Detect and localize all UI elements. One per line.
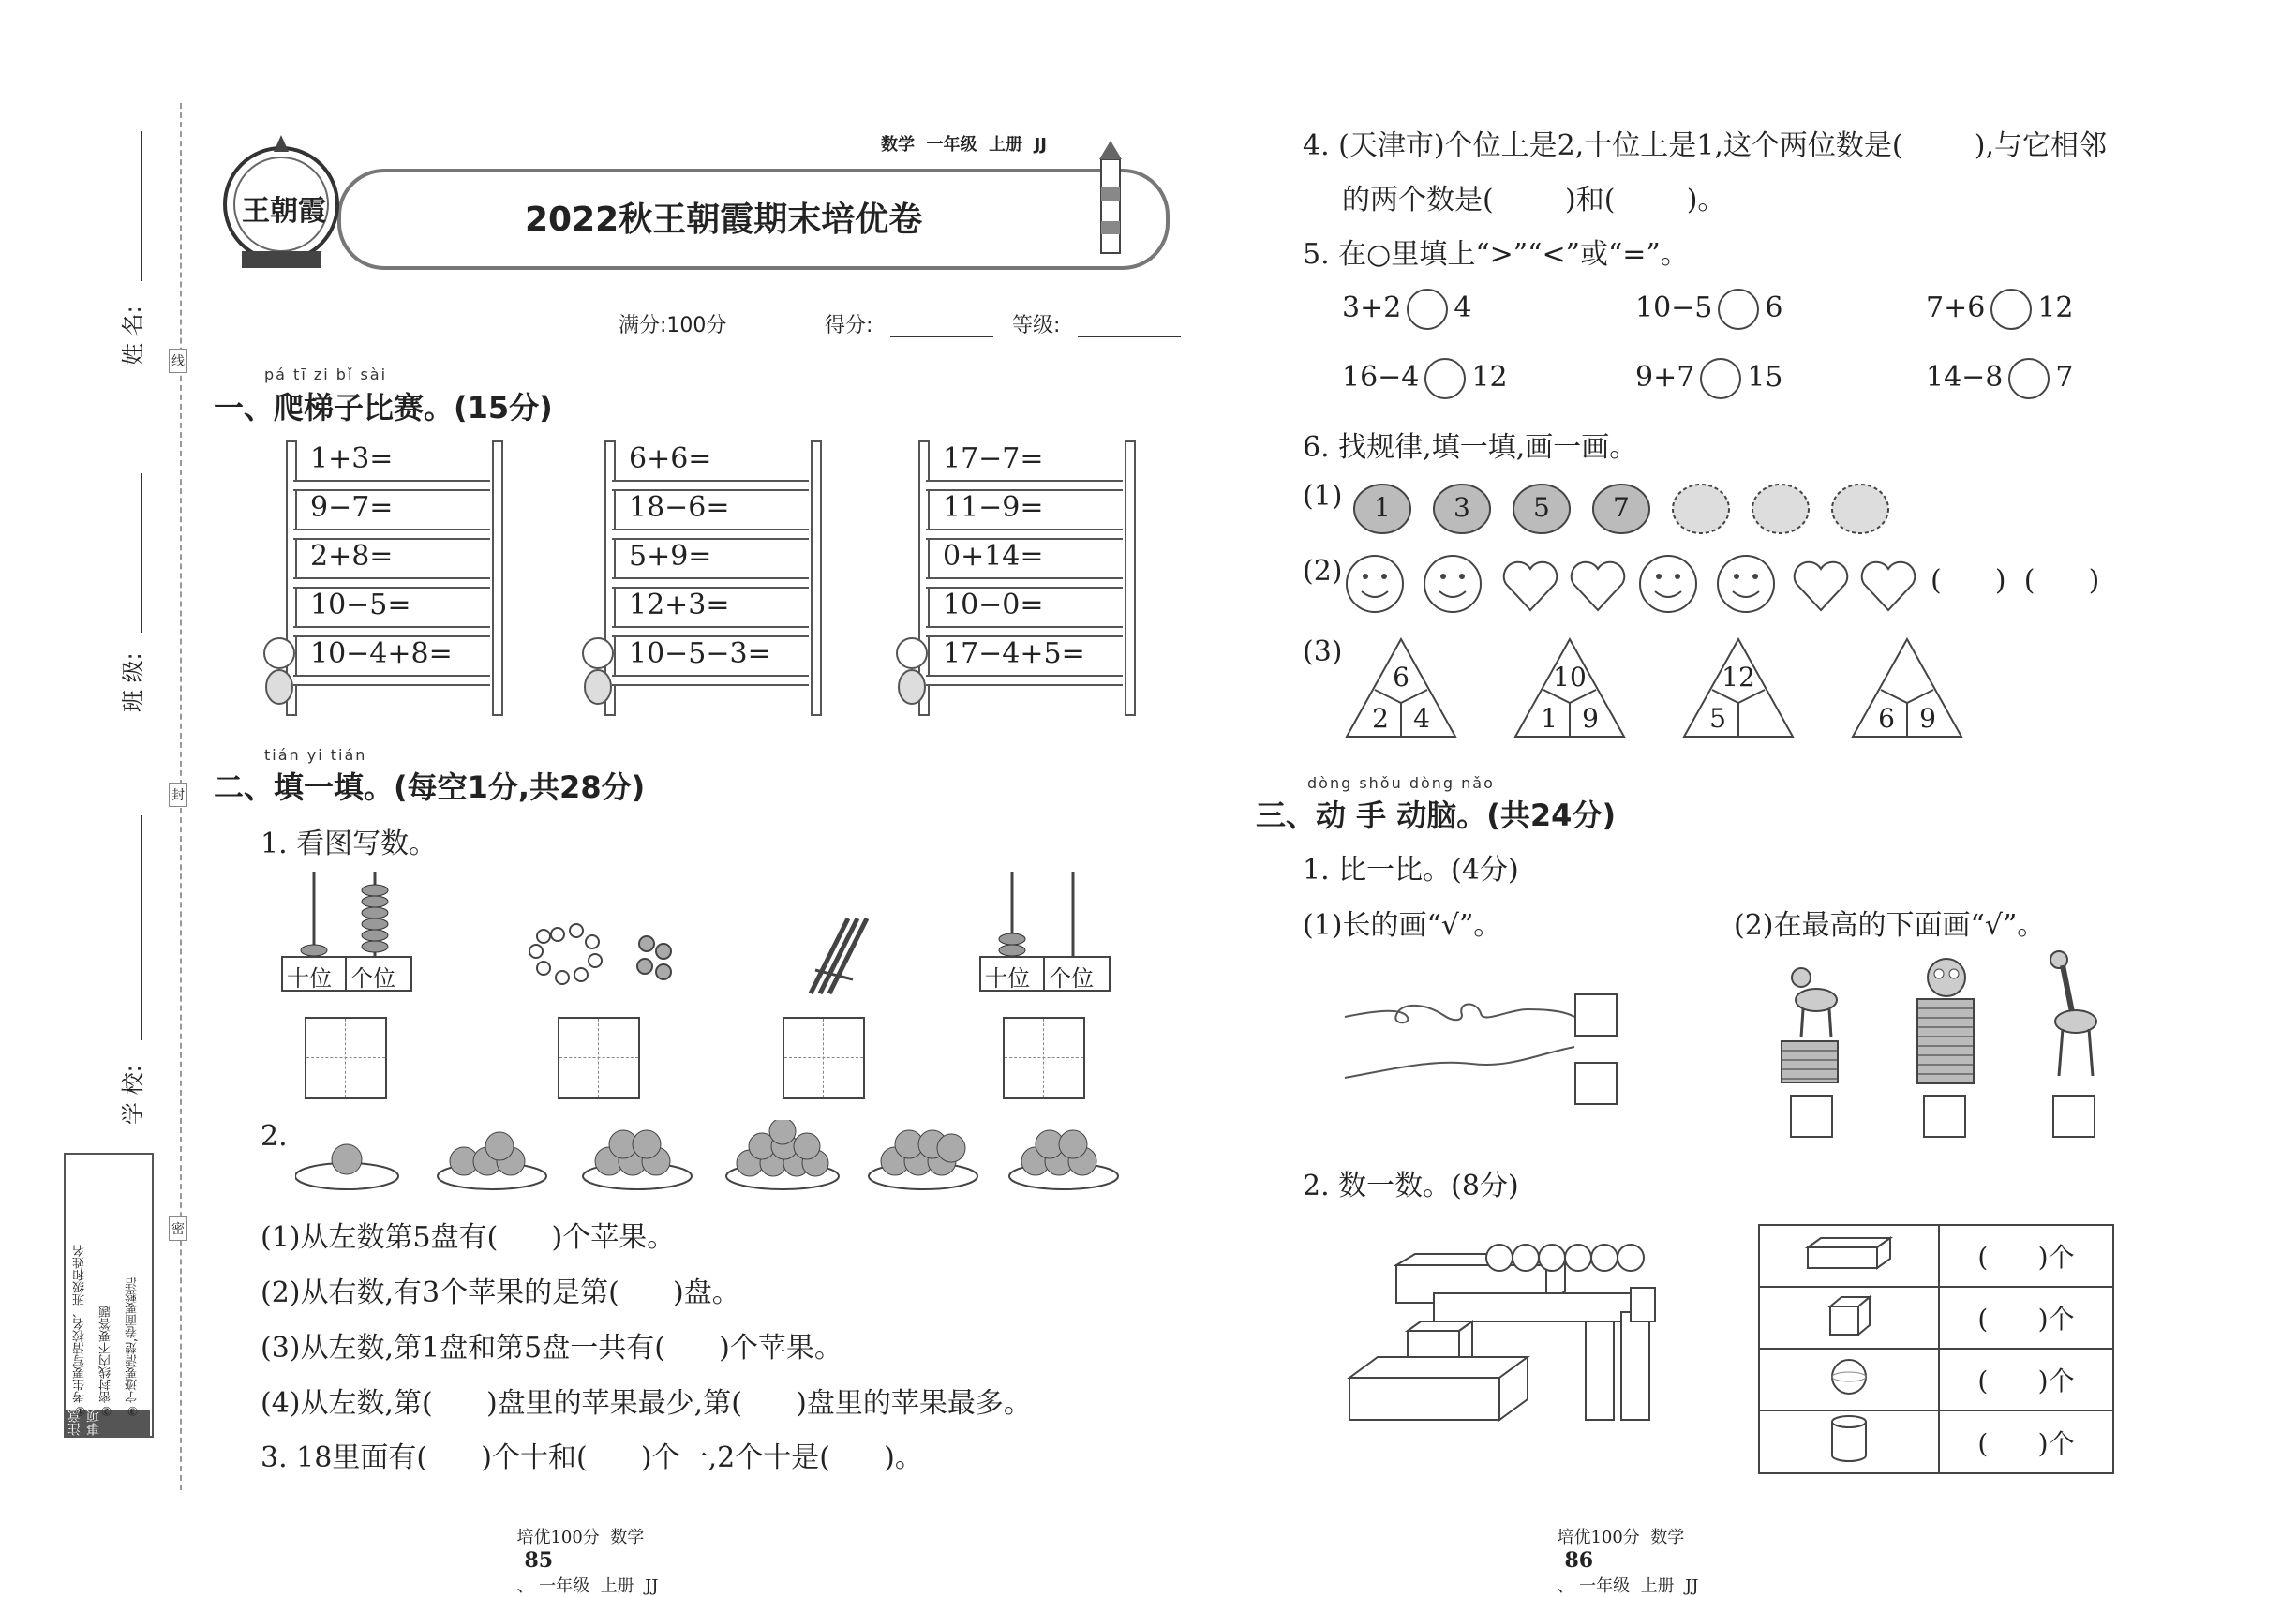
count-blank[interactable]: ( )个 <box>1939 1349 2113 1410</box>
compare-right: 12 <box>1471 361 1508 394</box>
ones-label: 个位 <box>1049 965 1094 992</box>
ladder-equation: 10−5−3= <box>629 637 771 670</box>
grade-label: 等级: <box>1012 314 1061 337</box>
answer-box[interactable] <box>783 1017 865 1099</box>
compare-item <box>1635 289 1783 330</box>
q6-title: 6. 找规律,填一填,画一画。 <box>1303 431 1638 464</box>
s3-q1-2: (2)在最高的下面画“√”。 <box>1734 909 2046 942</box>
count-blank[interactable]: ( )个 <box>1939 1410 2113 1473</box>
ladder-equation: 6+6= <box>629 442 712 475</box>
ladder-equation: 10−4+8= <box>310 637 453 670</box>
ladder-equation: 18−6= <box>629 491 730 524</box>
notice-item-1: ①考生要写清校名、班级和姓名 <box>73 1245 87 1417</box>
checkbox-tallest[interactable] <box>1790 1095 1833 1138</box>
triangle-left: 5 <box>1709 703 1726 734</box>
ladder-rung <box>926 480 1123 491</box>
footer-left <box>506 1504 659 1597</box>
triangle-left: 2 <box>1372 703 1389 734</box>
peach-number: 5 <box>1533 492 1550 523</box>
ladder-equation: 10−5= <box>310 589 411 621</box>
footer-right-prefix: 培优100分 数学 <box>1557 1528 1685 1547</box>
compare-item <box>1342 358 1508 399</box>
q6-2-blanks[interactable]: ( ) ( ) <box>1931 564 2100 597</box>
ladder-equation: 17−7= <box>943 442 1044 475</box>
sphere-icon <box>1826 1353 1872 1400</box>
place-value-row <box>979 956 1111 992</box>
ladder-rung <box>612 626 809 637</box>
page-number-left: 85 <box>524 1548 554 1573</box>
ladder-rung <box>926 529 1123 540</box>
ladder-rail-right <box>1125 440 1136 716</box>
q5-title: 5. 在○里填上“>”“<”或“=”。 <box>1303 238 1689 271</box>
shape-cell <box>1759 1410 1939 1473</box>
ladder-equation: 0+14= <box>943 540 1044 573</box>
compare-left: 10−5 <box>1635 291 1713 324</box>
score-label: 得分: <box>825 314 873 337</box>
name-label: 姓 名: <box>120 306 146 366</box>
header-banner <box>216 131 1181 272</box>
giraffe-icon <box>2038 947 2104 1078</box>
triangle-icon <box>1851 637 1963 740</box>
footer-left-suffix: 、 一年级 上册 JJ <box>516 1576 659 1596</box>
triangle-top: 10 <box>1553 662 1587 693</box>
ladder-rung <box>293 480 490 491</box>
triangle-puzzle <box>1851 637 1963 740</box>
compare-item <box>1635 358 1783 399</box>
binding-margin <box>0 0 187 1593</box>
footer-left-prefix: 培优100分 数学 <box>516 1528 645 1547</box>
heart-icon <box>1572 562 1625 610</box>
peach-number: 3 <box>1454 492 1470 523</box>
ladder-rung <box>612 675 809 686</box>
answer-box[interactable] <box>558 1017 640 1099</box>
section1-pinyin: pá tī zi bǐ sài <box>264 366 388 383</box>
ladder-rail-right <box>492 440 503 716</box>
compare-item <box>1926 358 2074 399</box>
ladder-rail-right <box>811 440 822 716</box>
abacus-2 <box>979 872 1111 993</box>
owl-icon <box>1918 951 1975 998</box>
score-bar <box>619 309 1181 337</box>
grade-blank[interactable] <box>1078 336 1181 337</box>
section2-pinyin: tián yi tián <box>264 746 367 764</box>
school-label: 学 校: <box>120 1065 146 1125</box>
plate-2 <box>438 1132 546 1189</box>
cylinder-icon <box>1826 1412 1872 1465</box>
cube-icon <box>1821 1291 1877 1338</box>
compare-left: 16−4 <box>1342 361 1420 394</box>
book-stack-short <box>1781 1040 1839 1083</box>
compare-left: 7+6 <box>1926 291 1986 324</box>
ladder-rung <box>612 480 809 491</box>
peach-number: 7 <box>1613 492 1630 523</box>
abacus-1 <box>281 872 412 993</box>
ladder-rung <box>612 577 809 589</box>
compare-left: 3+2 <box>1342 291 1402 324</box>
count-table <box>1758 1224 2114 1474</box>
ladder-2 <box>604 440 820 717</box>
table-row <box>1759 1225 2113 1287</box>
ladder-rung <box>293 675 490 686</box>
triangle-puzzle <box>1345 637 1457 740</box>
compare-right: 4 <box>1454 291 1472 324</box>
abacus-rods-icon <box>281 872 412 956</box>
triangle-right: 9 <box>1919 703 1936 734</box>
shape-cell <box>1759 1287 1939 1349</box>
checkbox-tallest[interactable] <box>2052 1095 2095 1138</box>
checkbox-long[interactable] <box>1574 993 1618 1037</box>
q6-1-label: (1) <box>1303 480 1343 513</box>
ropes-compare-icon <box>1340 989 1584 1092</box>
notice-title: 注意事项 <box>66 1410 150 1436</box>
ones-label: 个位 <box>350 965 395 992</box>
plate-4 <box>726 1120 839 1189</box>
face-heart-sequence-icon <box>1345 548 1926 623</box>
name-underline <box>141 131 142 281</box>
ladder-rung <box>293 626 490 637</box>
seal-mark-1: 线 <box>169 349 187 373</box>
place-value-row <box>281 956 412 992</box>
score-blank[interactable] <box>890 336 993 337</box>
answer-box[interactable] <box>305 1017 387 1099</box>
book-stack-tall <box>1916 998 1975 1084</box>
triangle-puzzle <box>1682 637 1795 740</box>
page-title: 2022秋王朝霞期末培优卷 <box>525 201 923 239</box>
q2-3: 3. 18里面有( )个十和( )个一,2个十是( )。 <box>261 1441 923 1474</box>
ladder-rung <box>293 529 490 540</box>
q4-line-2: 的两个数是( )和( )。 <box>1342 184 1726 216</box>
triangle-top: 12 <box>1722 662 1755 693</box>
ladder-rung <box>926 626 1123 637</box>
q2-2-item-3: (3)从左数,第1盘和第5盘一共有( )个苹果。 <box>261 1332 842 1365</box>
triangle-left: 6 <box>1878 703 1895 734</box>
compare-circle[interactable] <box>1990 289 2032 330</box>
peach-number: 1 <box>1374 492 1391 523</box>
deer-icon <box>1781 951 1846 1040</box>
checkbox-long[interactable] <box>1574 1062 1618 1105</box>
compare-item <box>1926 289 2074 330</box>
plate-3 <box>583 1130 692 1189</box>
ladder-equation: 1+3= <box>310 442 394 475</box>
seal-mark-3: 密 <box>169 1216 187 1241</box>
section3-title: 三、动 手 动脑。(共24分) <box>1256 798 1617 833</box>
q6-2-label: (2) <box>1303 555 1343 588</box>
triangle-right: 9 <box>1582 703 1599 734</box>
heart-icon <box>1795 562 1848 610</box>
q4-line-1: 4. (天津市)个位上是2,十位上是1,这个两位数是( ),与它相邻 <box>1303 129 2108 162</box>
compare-item <box>1342 289 1471 330</box>
sticks-bundle-icon <box>801 914 876 998</box>
logo-text: 王朝霞 <box>242 195 326 228</box>
triangle-left: 1 <box>1541 703 1558 734</box>
class-underline <box>141 473 142 633</box>
footer-right-suffix: 、 一年级 上册 JJ <box>1557 1576 1699 1596</box>
school-underline <box>141 815 142 1040</box>
logo-badge <box>216 131 347 272</box>
plate-6 <box>1009 1130 1118 1189</box>
table-row <box>1759 1349 2113 1410</box>
tens-label: 十位 <box>985 965 1030 992</box>
heart-icon <box>1862 562 1916 610</box>
heart-icon <box>1504 562 1558 610</box>
monkey-icon <box>886 633 938 708</box>
ladder-equation: 9−7= <box>310 491 394 524</box>
ladder-equation: 12+3= <box>629 589 730 621</box>
class-label: 班 级: <box>120 652 146 712</box>
q2-2-number: 2. <box>261 1120 288 1153</box>
peach-sequence-icon <box>1349 473 1949 539</box>
ladder-rung <box>926 577 1123 589</box>
plate-1 <box>295 1144 398 1189</box>
compare-right: 12 <box>2037 291 2074 324</box>
tens-label: 十位 <box>287 965 332 992</box>
abacus-rods-icon <box>979 872 1111 956</box>
section1-title: 一、爬梯子比赛。(15分) <box>214 390 553 425</box>
block-building-icon <box>1340 1237 1715 1425</box>
place-divider <box>1043 958 1045 990</box>
notice-item-2: ②密封线内不要答题 <box>99 1306 113 1417</box>
checkbox-tallest[interactable] <box>1923 1095 1966 1138</box>
q2-2-item-4: (4)从左数,第( )盘里的苹果最少,第( )盘里的苹果最多。 <box>261 1387 1032 1420</box>
ladder-1 <box>286 440 501 717</box>
smiley-face-icon <box>1640 556 1696 612</box>
compare-left: 14−8 <box>1926 361 2004 394</box>
notice-item-3: ③字迹要清楚,卷面要整洁 <box>126 1276 140 1417</box>
shape-cell <box>1759 1349 1939 1410</box>
page-number-right: 86 <box>1564 1548 1594 1573</box>
count-blank[interactable]: ( )个 <box>1939 1225 2113 1287</box>
compare-left: 9+7 <box>1635 361 1695 394</box>
section2-title: 二、填一填。(每空1分,共28分) <box>214 769 646 805</box>
triangle-top: 6 <box>1393 662 1409 693</box>
q2-1-label: 1. 看图写数。 <box>261 828 438 860</box>
ladder-rung <box>926 675 1123 686</box>
triangle-right: 4 <box>1413 703 1430 734</box>
smiley-face-icon <box>1718 556 1774 612</box>
q2-2-item-1: (1)从左数第5盘有( )个苹果。 <box>261 1221 676 1254</box>
ladder-equation: 11−9= <box>943 491 1044 524</box>
triangle-puzzle <box>1513 637 1626 740</box>
footer-right <box>1546 1504 1699 1597</box>
ladder-equation: 10−0= <box>943 589 1044 621</box>
ladder-3 <box>918 440 1134 717</box>
lighthouse-icon <box>1082 131 1139 262</box>
s3-q2-title: 2. 数一数。(8分) <box>1303 1170 1519 1202</box>
notice-box <box>64 1153 154 1438</box>
q6-3-label: (3) <box>1303 635 1343 668</box>
section3-pinyin: dòng shǒu dòng nǎo <box>1307 774 1495 792</box>
seal-mark-2: 封 <box>169 783 187 807</box>
shape-cell <box>1759 1225 1939 1287</box>
compare-circle[interactable] <box>1407 289 1448 330</box>
compare-right: 6 <box>1765 291 1783 324</box>
smiley-face-icon <box>1424 556 1481 612</box>
monkey-icon <box>572 633 624 708</box>
cuboid-icon <box>1802 1234 1896 1272</box>
compare-right: 7 <box>2055 361 2074 394</box>
compare-circle[interactable] <box>1700 358 1741 399</box>
answer-box[interactable] <box>1003 1017 1085 1099</box>
compare-circle[interactable] <box>2008 358 2050 399</box>
ladder-rung <box>293 577 490 589</box>
table-row <box>1759 1287 2113 1349</box>
subject-line: 数学 一年级 上册 JJ <box>881 135 1047 155</box>
ladder-equation: 5+9= <box>629 540 712 573</box>
apple-plates-icon <box>295 1120 1139 1195</box>
ladder-equation: 2+8= <box>310 540 394 573</box>
q2-2-item-2: (2)从右数,有3个苹果的是第( )盘。 <box>261 1276 740 1309</box>
ladder-equation: 17−4+5= <box>943 637 1085 670</box>
smiley-face-icon <box>1347 556 1403 612</box>
s3-q1-title: 1. 比一比。(4分) <box>1303 854 1519 887</box>
table-row <box>1759 1410 2113 1473</box>
compare-right: 15 <box>1747 361 1783 394</box>
monkey-icon <box>253 633 306 708</box>
plate-5 <box>869 1130 977 1189</box>
compare-circle[interactable] <box>1718 289 1759 330</box>
beads-icon <box>525 923 684 998</box>
count-blank[interactable]: ( )个 <box>1939 1287 2113 1349</box>
place-divider <box>345 958 347 990</box>
full-score: 满分:100分 <box>619 314 727 337</box>
ladder-rung <box>612 529 809 540</box>
compare-circle[interactable] <box>1424 358 1466 399</box>
s3-q1-1: (1)长的画“√”。 <box>1303 909 1502 942</box>
